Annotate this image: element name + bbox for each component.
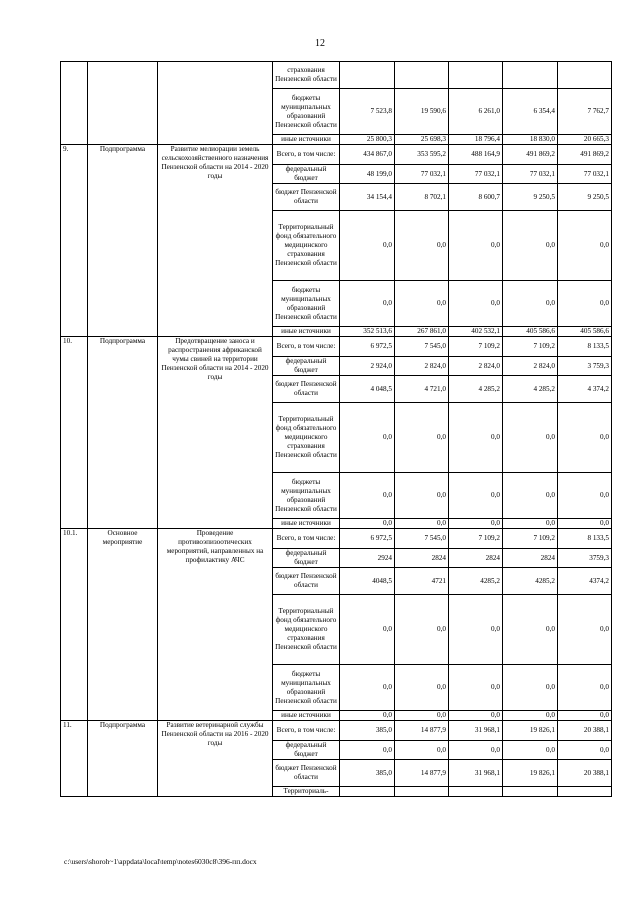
amount-cell: 77 032,1 [558, 165, 612, 184]
amount-cell: 7 109,2 [503, 337, 558, 357]
amount-cell [503, 62, 558, 89]
amount-cell: 0,0 [503, 211, 558, 281]
amount-cell: 8 133,5 [558, 337, 612, 357]
item-name: Развитие ветеринарной службы Пензенской области на 2016 - 2020 годы [158, 721, 273, 797]
amount-cell: 0,0 [395, 211, 449, 281]
amount-cell: 0,0 [340, 211, 395, 281]
amount-cell: 0,0 [503, 711, 558, 721]
amount-cell: 0,0 [503, 665, 558, 711]
item-number: 9. [61, 145, 88, 337]
item-type: Подпрограмма [88, 337, 158, 529]
amount-cell: 0,0 [558, 711, 612, 721]
amount-cell: 0,0 [558, 281, 612, 327]
funding-source: Всего, в том числе: [273, 145, 340, 165]
amount-cell: 0,0 [558, 665, 612, 711]
amount-cell: 0,0 [558, 519, 612, 529]
table-row [61, 62, 612, 89]
amount-cell: 0,0 [449, 403, 503, 473]
amount-cell: 20 665,3 [558, 135, 612, 145]
amount-cell: 7 109,2 [449, 529, 503, 549]
amount-cell: 7 109,2 [449, 337, 503, 357]
funding-source: бюджеты муниципальных образований Пензенской области [273, 473, 340, 519]
amount-cell: 0,0 [449, 665, 503, 711]
amount-cell: 0,0 [340, 665, 395, 711]
amount-cell: 6 972,5 [340, 529, 395, 549]
amount-cell: 6 354,4 [503, 89, 558, 135]
amount-cell: 19 590,6 [395, 89, 449, 135]
amount-cell: 4721 [395, 568, 449, 595]
amount-cell: 25 800,3 [340, 135, 395, 145]
page-number: 12 [315, 38, 325, 49]
funding-source: федеральный бюджет [273, 741, 340, 760]
table-body [61, 62, 612, 797]
amount-cell: 267 861,0 [395, 327, 449, 337]
amount-cell: 4 285,2 [503, 376, 558, 403]
amount-cell: 7 109,2 [503, 529, 558, 549]
item-name: Предотвращение заноса и распространения африканской чумы свиней на территории Пензенской области на 2014 - 2020 годы [158, 337, 273, 529]
amount-cell: 385,0 [340, 760, 395, 787]
amount-cell: 4374,2 [558, 568, 612, 595]
amount-cell [503, 787, 558, 797]
amount-cell: 0,0 [340, 403, 395, 473]
amount-cell: 77 032,1 [449, 165, 503, 184]
amount-cell: 0,0 [449, 211, 503, 281]
amount-cell: 7 545,0 [395, 337, 449, 357]
amount-cell: 0,0 [395, 281, 449, 327]
amount-cell: 2 824,0 [395, 357, 449, 376]
amount-cell: 8 702,1 [395, 184, 449, 211]
table-row [61, 721, 612, 741]
amount-cell: 434 867,0 [340, 145, 395, 165]
amount-cell: 8 600,7 [449, 184, 503, 211]
amount-cell [395, 787, 449, 797]
amount-cell: 7 762,7 [558, 89, 612, 135]
amount-cell: 405 586,6 [558, 327, 612, 337]
funding-source: федеральный бюджет [273, 165, 340, 184]
item-name: Развитие мелиорации земель сельскохозяйственного назначения Пензенской области на 2014 - 2020 годы [158, 145, 273, 337]
item-number: 11. [61, 721, 88, 797]
amount-cell: 0,0 [449, 281, 503, 327]
item-number: 10.1. [61, 529, 88, 721]
amount-cell: 0,0 [449, 741, 503, 760]
amount-cell: 14 877,9 [395, 721, 449, 741]
amount-cell: 0,0 [340, 473, 395, 519]
amount-cell: 491 869,2 [558, 145, 612, 165]
amount-cell: 4285,2 [449, 568, 503, 595]
amount-cell: 31 968,1 [449, 721, 503, 741]
amount-cell: 0,0 [449, 595, 503, 665]
amount-cell: 48 199,0 [340, 165, 395, 184]
amount-cell: 402 532,1 [449, 327, 503, 337]
amount-cell: 4048,5 [340, 568, 395, 595]
amount-cell: 0,0 [558, 595, 612, 665]
amount-cell: 405 586,6 [503, 327, 558, 337]
funding-source: бюджеты муниципальных образований Пензенской области [273, 281, 340, 327]
amount-cell: 0,0 [503, 519, 558, 529]
amount-cell: 352 513,6 [340, 327, 395, 337]
funding-source: Территориальный фонд обязательного медицинского страхования Пензенской области [273, 403, 340, 473]
funding-source: бюджет Пензенской области [273, 568, 340, 595]
amount-cell [449, 787, 503, 797]
amount-cell: 0,0 [395, 595, 449, 665]
amount-cell [558, 787, 612, 797]
item-number [61, 62, 88, 145]
file-path-footer: c:\users\shoroh~1\appdata\local\temp\notes6030c8\396-пп.docx [64, 857, 257, 866]
funding-source: Территориальный фонд обязательного медицинского страхования Пензенской области [273, 211, 340, 281]
amount-cell: 18 830,0 [503, 135, 558, 145]
amount-cell [340, 62, 395, 89]
amount-cell: 0,0 [449, 519, 503, 529]
amount-cell: 7 523,8 [340, 89, 395, 135]
amount-cell: 20 388,1 [558, 760, 612, 787]
amount-cell: 3 759,3 [558, 357, 612, 376]
amount-cell: 19 826,1 [503, 760, 558, 787]
amount-cell: 0,0 [503, 741, 558, 760]
amount-cell [558, 62, 612, 89]
amount-cell: 488 164,9 [449, 145, 503, 165]
amount-cell: 14 877,9 [395, 760, 449, 787]
amount-cell [395, 62, 449, 89]
funding-source: страхования Пензенской области [273, 62, 340, 89]
amount-cell: 0,0 [558, 211, 612, 281]
amount-cell: 0,0 [503, 403, 558, 473]
funding-source: Всего, в том числе: [273, 721, 340, 741]
amount-cell: 2 824,0 [449, 357, 503, 376]
funding-source: Всего, в том числе: [273, 337, 340, 357]
amount-cell: 0,0 [558, 403, 612, 473]
funding-source: иные источники [273, 519, 340, 529]
amount-cell: 4 048,5 [340, 376, 395, 403]
amount-cell: 77 032,1 [395, 165, 449, 184]
table-row [61, 145, 612, 165]
amount-cell [340, 787, 395, 797]
amount-cell: 9 250,5 [558, 184, 612, 211]
amount-cell: 20 388,1 [558, 721, 612, 741]
amount-cell: 3759,3 [558, 549, 612, 568]
amount-cell: 2 824,0 [503, 357, 558, 376]
funding-source: бюджеты муниципальных образований Пензенской области [273, 665, 340, 711]
funding-source: бюджет Пензенской области [273, 376, 340, 403]
amount-cell: 0,0 [340, 519, 395, 529]
funding-source: Территориаль- [273, 787, 340, 797]
amount-cell: 0,0 [449, 473, 503, 519]
amount-cell: 0,0 [395, 711, 449, 721]
amount-cell: 0,0 [395, 665, 449, 711]
amount-cell: 19 826,1 [503, 721, 558, 741]
amount-cell: 4 721,0 [395, 376, 449, 403]
amount-cell: 353 595,2 [395, 145, 449, 165]
amount-cell: 77 032,1 [503, 165, 558, 184]
amount-cell: 0,0 [340, 711, 395, 721]
amount-cell: 0,0 [395, 403, 449, 473]
item-number: 10. [61, 337, 88, 529]
amount-cell: 9 250,5 [503, 184, 558, 211]
item-type [88, 62, 158, 145]
amount-cell: 2824 [395, 549, 449, 568]
item-type: Подпрограмма [88, 721, 158, 797]
amount-cell: 2 924,0 [340, 357, 395, 376]
item-name: Проведение противоэпизоотических мероприятий, направленных на профилактику АЧС [158, 529, 273, 721]
amount-cell: 0,0 [558, 741, 612, 760]
amount-cell: 0,0 [340, 741, 395, 760]
amount-cell: 0,0 [395, 741, 449, 760]
amount-cell: 6 972,5 [340, 337, 395, 357]
funding-source: бюджеты муниципальных образований Пензенской области [273, 89, 340, 135]
amount-cell: 34 154,4 [340, 184, 395, 211]
amount-cell: 6 261,0 [449, 89, 503, 135]
amount-cell [449, 62, 503, 89]
funding-source: Территориальный фонд обязательного медицинского страхования Пензенской области [273, 595, 340, 665]
funding-source: Всего, в том числе: [273, 529, 340, 549]
funding-source: иные источники [273, 135, 340, 145]
amount-cell: 0,0 [449, 711, 503, 721]
amount-cell: 8 133,5 [558, 529, 612, 549]
amount-cell: 4 374,2 [558, 376, 612, 403]
amount-cell: 491 869,2 [503, 145, 558, 165]
table-row [61, 529, 612, 549]
amount-cell: 0,0 [395, 519, 449, 529]
amount-cell: 4 285,2 [449, 376, 503, 403]
item-type: Основное мероприятие [88, 529, 158, 721]
item-name [158, 62, 273, 145]
funding-table [60, 61, 612, 797]
amount-cell: 385,0 [340, 721, 395, 741]
amount-cell: 0,0 [395, 473, 449, 519]
amount-cell: 2924 [340, 549, 395, 568]
amount-cell: 31 968,1 [449, 760, 503, 787]
funding-source: бюджет Пензенской области [273, 184, 340, 211]
amount-cell: 0,0 [503, 473, 558, 519]
table-row [61, 337, 612, 357]
amount-cell: 18 796,4 [449, 135, 503, 145]
funding-source: иные источники [273, 327, 340, 337]
amount-cell: 2824 [503, 549, 558, 568]
amount-cell: 0,0 [503, 281, 558, 327]
amount-cell: 7 545,0 [395, 529, 449, 549]
amount-cell: 0,0 [340, 281, 395, 327]
amount-cell: 0,0 [340, 595, 395, 665]
amount-cell: 4285,2 [503, 568, 558, 595]
amount-cell: 0,0 [503, 595, 558, 665]
funding-source: иные источники [273, 711, 340, 721]
amount-cell: 0,0 [558, 473, 612, 519]
amount-cell: 25 698,3 [395, 135, 449, 145]
funding-source: федеральный бюджет [273, 549, 340, 568]
amount-cell: 2824 [449, 549, 503, 568]
funding-source: бюджет Пензенской области [273, 760, 340, 787]
funding-source: федеральный бюджет [273, 357, 340, 376]
item-type: Подпрограмма [88, 145, 158, 337]
